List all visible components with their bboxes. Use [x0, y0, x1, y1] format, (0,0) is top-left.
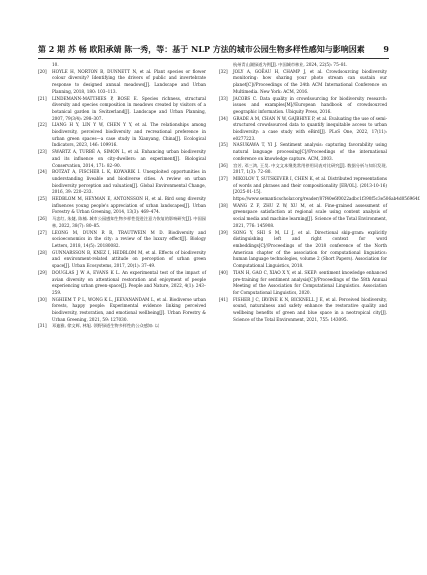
- reference-number: [35]: [219, 142, 228, 148]
- reference-number: [39]: [219, 229, 228, 235]
- header-title: 第 2 期 苏 畅 欧阳承婧 陈一秀，等：基于 NLP 方法的城市公园生物多样性感知与影响因素: [38, 44, 365, 54]
- reference-entry: [38, 122, 206, 149]
- reference-entry: [38, 250, 206, 270]
- reference-number: [28]: [38, 249, 47, 255]
- reference-number: [37]: [219, 175, 228, 181]
- reference-number: [21]: [38, 95, 47, 101]
- reference-text: SONG Y, SHI S M, LI J, et al. Directional skip-gram: explicitly distinguishing left and right context for word embeddings[C]//Proceedings of the 2018 conference of the North American chapter of the association for computational linguistics: human language technologies, volume 2 (Short Papers). Association for Computational Linguistics, 2018.: [233, 229, 387, 269]
- reference-number: [38]: [219, 202, 228, 208]
- reference-number: [26]: [38, 216, 47, 222]
- reference-number: [31]: [38, 323, 47, 329]
- reference-entry: [219, 163, 387, 176]
- reference-entry: [219, 69, 387, 96]
- reference-entry: [38, 96, 206, 123]
- reference-text: TIAN H, GAO C, XIAO X Y, et al. SKEP: sentiment knowledge enhanced pre-training for sentiment analysis[C]//Proceedings of the 58th Annual Meeting of the Association for Computational Linguistics. Association for Computational Linguistics, 2020.: [233, 269, 387, 295]
- reference-entry: [38, 297, 206, 324]
- reference-text: LINDEMANN-MATTHIES P, BOSE E. Species richness, structural diversity and species composition in meadows created by visitors of a botanical garden in Switzerland[J]. Landscape and Urban Planning, 2007, 79(3/4): 298–307.: [52, 95, 206, 121]
- reference-entry: [38, 69, 206, 96]
- reference-number: [34]: [219, 115, 228, 121]
- reference-text: GUNNARSSON B, KNEZ I, HEDBLOM M, et al. Effects of biodiversity and environment-related attitude on perception of urban green space[J]. Urban Ecosystems, 2017, 20(1): 37–49.: [52, 249, 206, 269]
- reference-text: NGHIEM T P L, WONG K L, JEEVANANDAM L, et al. Biodiverse urban forests, happy people: Experimental evidence linking perceived biodiversity, restoration, and emotional wellbeing[J]. Urban Forestry & Urban Greening, 2021, 59: 127030.: [52, 296, 206, 322]
- reference-number: [22]: [38, 122, 47, 128]
- reference-text: 马忠红, 朱婕, 陈楠. 城市公园感知生物多样性促进注意力恢复的影响研究[J]. 中国园林, 2022, 38(7): 80–85.: [52, 216, 206, 228]
- reference-text: 邓迪雅, 徐文辉, 林旭. 领野绿道生物多样性的公众感知: 以: [52, 323, 160, 329]
- reference-entry: [38, 149, 206, 169]
- reference-text: MIKOLOV T, SUTSKEVER I, CHEN K, et al. Distributed representations of words and phrases and their compositionality [ER/OL]. (2013-10-16)[2025-01-15]. https://www.semanticscholar.org/reader/87f40e6f0022adbc1f390f5c3e506ab4d056964f.: [233, 175, 421, 202]
- reference-entry: [38, 62, 206, 69]
- reference-text: GRADE A M, CHAN N W, GAJBHIYE P, et al. Evaluating the use of semi-structured crowdsourced data to quantify inequitable access to urban biodiversity: a case study with eBird[J]. PLoS One, 2022, 17(11): e0277223.: [233, 115, 387, 141]
- reference-text: DOUGLAS J W A, EVANS K L. An experimental test of the impact of avian diversity on attentional restoration and enjoyment of people experiencing urban green-space[J]. People and Nature, 2022, 4(1): 243–259.: [52, 269, 206, 295]
- reference-text: 10.: [52, 62, 59, 67]
- reference-text: 杭州青山湖绿道为例[J]. 中国城市林业, 2024, 22(5): 75–81.: [233, 62, 348, 67]
- reference-text: BOTZAT A, FISCHER L K, KOWARIK I. Unexploited opportunities in understanding liveable and biodiverse cities. A review on urban biodiversity perception and valuation[J]. Global Environmental Change, 2016, 39: 220–233.: [52, 169, 206, 195]
- reference-entry: [38, 230, 206, 250]
- page-number: 9: [383, 44, 389, 54]
- reference-number: [25]: [38, 196, 47, 202]
- reference-number: [36]: [219, 162, 228, 168]
- reference-text: LIANG H Y, LIN Y W, CHEN Y Y, et al. The relationships among biodiversity, perceived biodiversity and recreational preference in urban green spaces—a case study in Xianyang, China[J]. Ecological Indicators, 2023, 146: 109916.: [52, 122, 206, 148]
- reference-number: [20]: [38, 68, 47, 74]
- running-header: [38, 42, 389, 56]
- reference-number: [32]: [219, 68, 228, 74]
- header-rule: [38, 58, 389, 59]
- reference-entry: [219, 62, 387, 69]
- reference-number: [23]: [38, 149, 47, 155]
- reference-entry: [38, 323, 206, 330]
- reference-number: [29]: [38, 269, 47, 275]
- reference-text: HEDBLOM M, HEYMAN E, ANTONSSON H, et al. Bird song diversity influences young people's appreciation of urban landscapes[J]. Urban Forestry & Urban Greening, 2014, 13(3): 469–474.: [52, 196, 206, 215]
- reference-number: [27]: [38, 229, 47, 235]
- reference-text: JACOBS C. Data quality in crowdsourcing for biodiversity research: issues and examples[M]//European handbook of crowdsourced geographic information. Ubiquity Press, 2016.: [233, 95, 387, 114]
- reference-text: JOLY A, GOËAU H, CHAMP J, et al. Crowdsourcing biodiversity monitoring: how sharing your photo stream can sustain our planet[C]//Proceedings of the 24th ACM International Conference on Multimedia. New York: ACM, 2016.: [233, 68, 387, 94]
- reference-entry: [38, 196, 206, 216]
- reference-entry: [219, 116, 387, 143]
- reference-number: [33]: [219, 95, 228, 101]
- reference-text: 宫芳, 邓三鸿, 王昊. 中文文本聚类常用停用词表对比研究[J]. 数据分析与知识发现, 2017, 1(3): 72–80.: [233, 162, 387, 175]
- reference-text: FISHER J C, IRVINE K N, BICKNELL J E, et al. Perceived biodiversity, sound, naturalness and safety enhance the restorative quality and wellbeing benefits of green and blue space in a neotropical city[J]. Science of the Total Environment, 2021, 755: 143095.: [233, 296, 387, 322]
- reference-number: [24]: [38, 169, 47, 175]
- reference-column-right: [219, 62, 421, 323]
- reference-entry: [219, 96, 387, 116]
- reference-entry: [219, 203, 387, 230]
- reference-number: [41]: [219, 296, 228, 302]
- reference-text: LEONG M, DUNN R R, TRAUTWEIN M D. Biodiversity and socioeconomics in the city: a review of the luxury effect[J]. Biology Letters, 2018, 14(5): 20180082.: [52, 229, 206, 248]
- reference-column-left: [38, 62, 206, 330]
- reference-entry: [219, 142, 387, 162]
- reference-text: SWARTZ A, TURBÉ A, SIMON L, et al. Enhancing urban biodiversity and its influence on city-dwellers: an experiment[J]. Biological Conservation, 2014, 171: 82–90.: [52, 149, 206, 168]
- reference-entry: [219, 175, 421, 203]
- reference-entry: [219, 297, 387, 324]
- reference-entry: [38, 169, 206, 196]
- reference-text: NASUKAWA T, YI J. Sentiment analysis: capturing favorability using natural language processing[C]//Proceedings of the international conference on knowledge capture. ACM, 2003.: [233, 142, 387, 161]
- reference-number: [30]: [38, 296, 47, 302]
- reference-text: WANG Z F, ZHU Z W, XU M, et al. Fine-grained assessment of greenspace satisfaction at regional scale using content analysis of social media and machine learning[J]. Science of the Total Environment, 2021, 776: 145908.: [233, 202, 387, 228]
- reference-entry: [219, 230, 387, 270]
- reference-number: [40]: [219, 269, 228, 275]
- reference-entry: [38, 216, 206, 229]
- reference-text: HOYLE H, NORTON B, DUNNETT N, et al. Plant species or flower colour diversity? Identifying the drivers of public and invertebrate response to designed annual meadows[J]. Landscape and Urban Planning, 2018, 180: 103–113.: [52, 68, 206, 94]
- reference-entry: [38, 270, 206, 297]
- reference-entry: [219, 270, 387, 297]
